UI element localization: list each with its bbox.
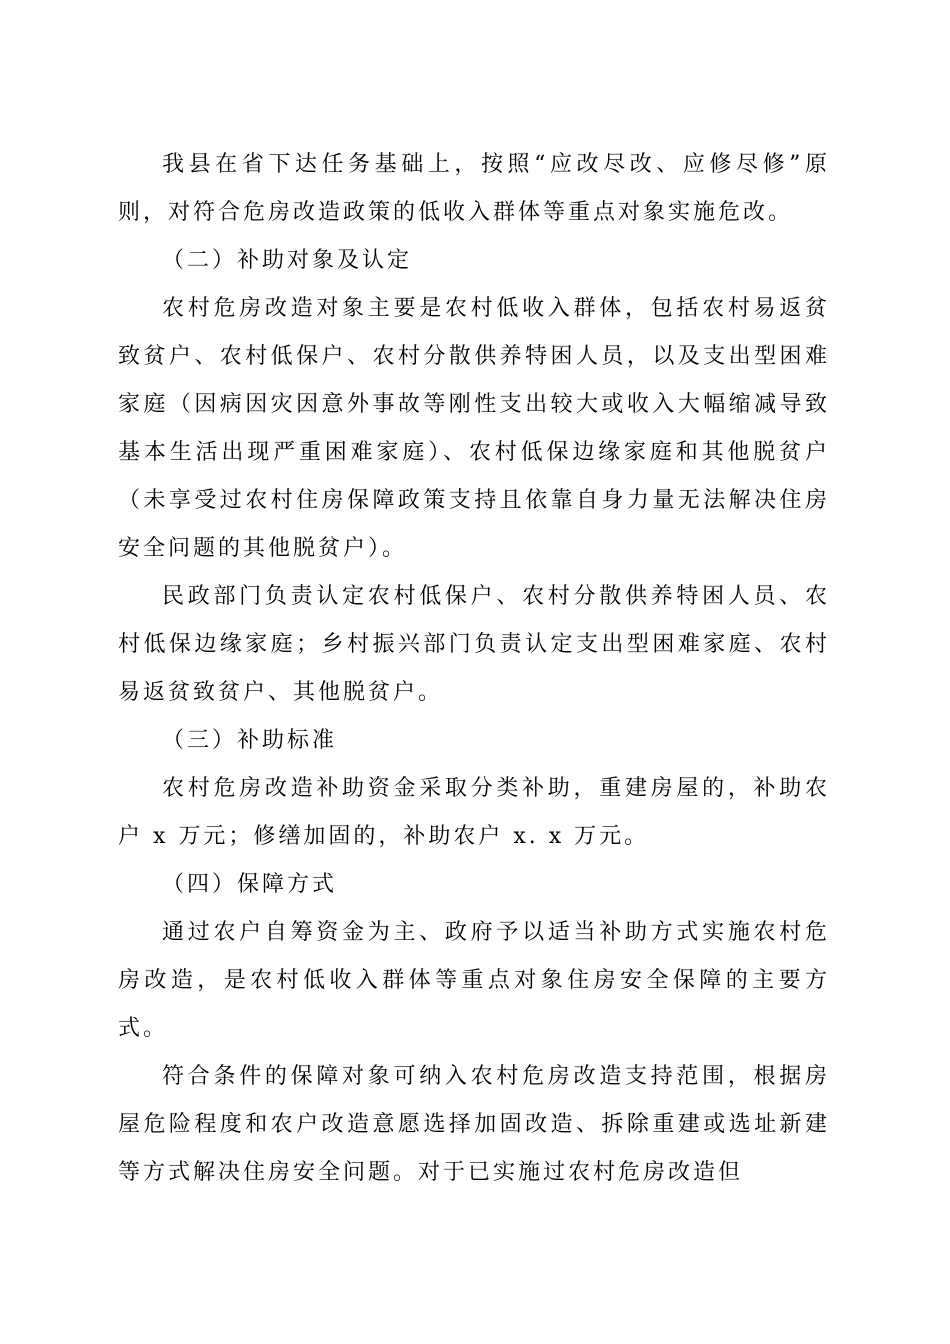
paragraph: 通过农户自筹资金为主、政府予以适当补助方式实施农村危房改造，是农村低收入群体等重点对象住房安全保障的主要方式。 [118,920,830,1041]
paragraph: 符合条件的保障对象可纳入农村危房改造支持范围，根据房屋危险程度和农户改造意愿选择加固改造、拆除重建或选址新建等方式解决住房安全问题。对于已实施过农村危房改造但 [118,1064,830,1185]
section-heading: （二）补助对象及认定 [162,248,413,273]
section-heading: （四）保障方式 [162,872,338,897]
paragraph: 我县在省下达任务基础上，按照“应改尽改、应修尽修”原则，对符合危房改造政策的低收入群体等重点对象实施危改。 [118,152,830,225]
paragraph: 农村危房改造对象主要是农村低收入群体，包括农村易返贫致贫户、农村低保户、农村分散供养特困人员，以及支出型困难家庭（因病因灾因意外事故等刚性支出较大或收入大幅缩减导致基本生活出现严重困难家庭）、农村低保边缘家庭和其他脱贫户（未享受过农村住房保障政策支持且依靠自身力量无法解决住房安全问题的其他脱贫户）。 [118,296,830,561]
paragraph: 民政部门负责认定农村低保户、农村分散供养特困人员、农村低保边缘家庭；乡村振兴部门负责认定支出型困难家庭、农村易返贫致贫户、其他脱贫户。 [118,584,830,705]
document-body [118,141,830,1197]
paragraph: 农村危房改造补助资金采取分类补助，重建房屋的，补助农户 x 万元；修缮加固的，补助农户 x. x 万元。 [118,776,830,849]
section-heading: （三）补助标准 [162,728,338,753]
